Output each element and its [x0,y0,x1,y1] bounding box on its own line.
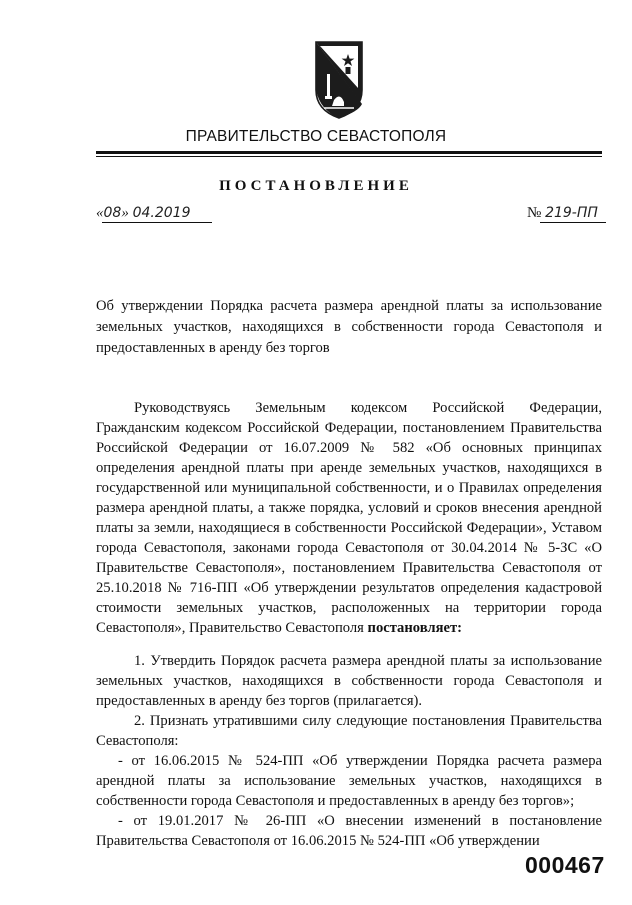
preamble-text: Руководствуясь Земельным кодексом Российской Федерации, Гражданским кодексом Российской Федерации, постановлением Правительства Российской Федерации от 16.07.2009 № 582 «Об основных принципах определения арендной платы при аренде земельных участков, находящихся в государственной или муниципальной собственности, и о Правилах определения размера арендной платы, а также порядка, условий и сроков внесения арендной платы за земли, находящиеся в собственности Российской Федерации», Уставом города Севастополя, законами города Севастополя от 30.04.2014 № 5-ЗС «О Правительстве Севастополя», постановлением Правительства Севастополя от 25.10.2018 № 716-ПП «Об утверждении результатов определения кадастровой стоимости земельных участков, расположенных на территории города Севастополя», Правительство Севастополя [96,400,602,636]
number-underline [540,222,606,223]
repealed-item-2: - от 19.01.2017 № 26-ПП «О внесении изменений в постановление Правительства Севастополя от 16.06.2015 № 524-ПП «Об утверждении [96,813,602,849]
document-body [96,398,602,851]
document-type: ПОСТАНОВЛЕНИЕ [219,178,413,194]
resolves-text: постановляет: [367,620,462,636]
document-title: Об утверждении Порядка расчета размера арендной платы за использование земельных участков, находящихся в собственности города Севастополя и предоставленных в аренду без торгов [96,298,602,356]
repealed-item-1: - от 16.06.2015 № 524-ПП «Об утверждении Порядка расчета размера арендной платы за использование земельных участков, находящихся в собственности города Севастополя и предоставленных в аренду без торгов»; [96,753,602,809]
header-rule-thin [96,156,602,157]
number-value: 219-ПП [545,205,598,221]
header-rule-thick [96,151,602,154]
serial-number: 000467 [525,852,605,878]
date-day: 08 [103,205,122,221]
item-2-paragraph: 2. Признать утратившими силу следующие постановления Правительства Севастополя: [96,713,602,749]
document-date [96,205,190,222]
item-1-paragraph: 1. Утвердить Порядок расчета размера арендной платы за использование земельных участков, находящихся в собственности города Севастополя и предоставленных в аренду без торгов (прилагается). [96,653,602,709]
sevastopol-coat-of-arms-icon [314,40,364,120]
date-underline [102,222,212,223]
number-prefix: № [527,205,542,221]
government-name: ПРАВИТЕЛЬСТВО СЕВАСТОПОЛЯ [185,128,447,145]
date-close-quote: » [121,205,129,221]
preamble-paragraph [96,398,602,638]
date-open-quote: « [96,205,104,221]
document-number [527,205,598,222]
date-month-year: 04.2019 [132,205,191,221]
